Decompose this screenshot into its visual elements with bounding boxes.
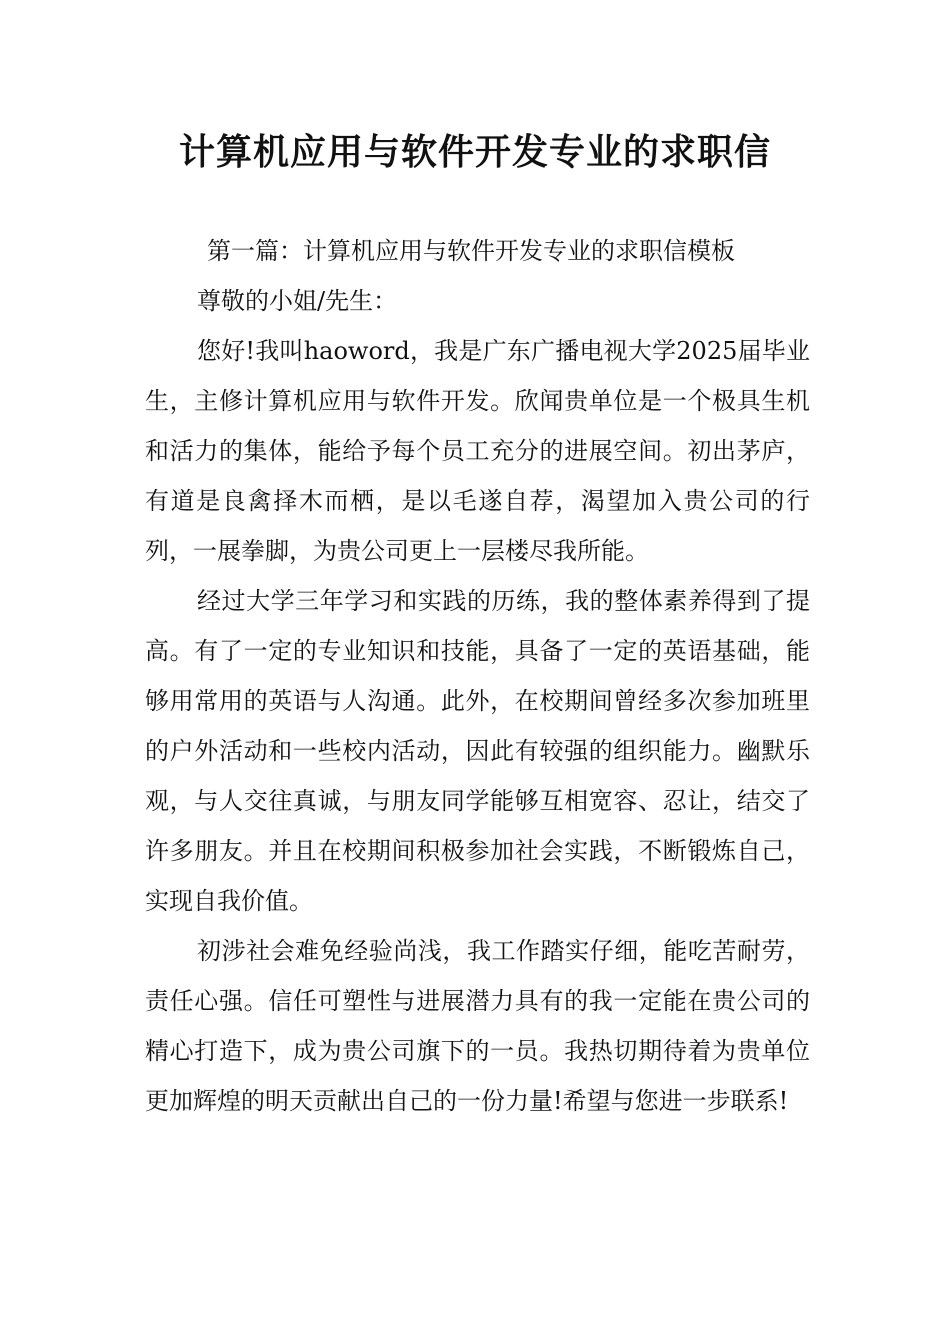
body-paragraph-3: 初涉社会难免经验尚浅，我工作踏实仔细，能吃苦耐劳，责任心强。信任可塑性与进展潜力具有的我一定能在贵公司的精心打造下，成为贵公司旗下的一员。我热切期待着为贵单位更加辉煌的明天贡献出自己的一份力量!希望与您进一步联系! xyxy=(145,937,810,1115)
document-subtitle: 第一篇：计算机应用与软件开发专业的求职信模板 xyxy=(207,237,735,265)
body-paragraph-1: 您好!我叫haoword，我是广东广播电视大学2025届毕业生，主修计算机应用与软件开发。欣闻贵单位是一个极具生机和活力的集体，能给予每个员工充分的进展空间。初出茅庐，有道是良禽择木而栖，是以毛遂自荐，渴望加入贵公司的行列，一展拳脚，为贵公司更上一层楼尽我所能。 xyxy=(145,337,810,565)
document-body xyxy=(145,226,810,1126)
letter-greeting: 尊敬的小姐/先生： xyxy=(197,287,398,315)
document-title: 计算机应用与软件开发专业的求职信 xyxy=(178,131,771,173)
body-paragraph-2: 经过大学三年学习和实践的历练，我的整体素养得到了提高。有了一定的专业知识和技能，具备了一定的英语基础，能够用常用的英语与人沟通。此外，在校期间曾经多次参加班里的户外活动和一些校内活动，因此有较强的组织能力。幽默乐观，与人交往真诚，与朋友同学能够互相宽容、忍让，结交了许多朋友。并且在校期间积极参加社会实践，不断锻炼自己，实现自我价值。 xyxy=(145,587,810,915)
